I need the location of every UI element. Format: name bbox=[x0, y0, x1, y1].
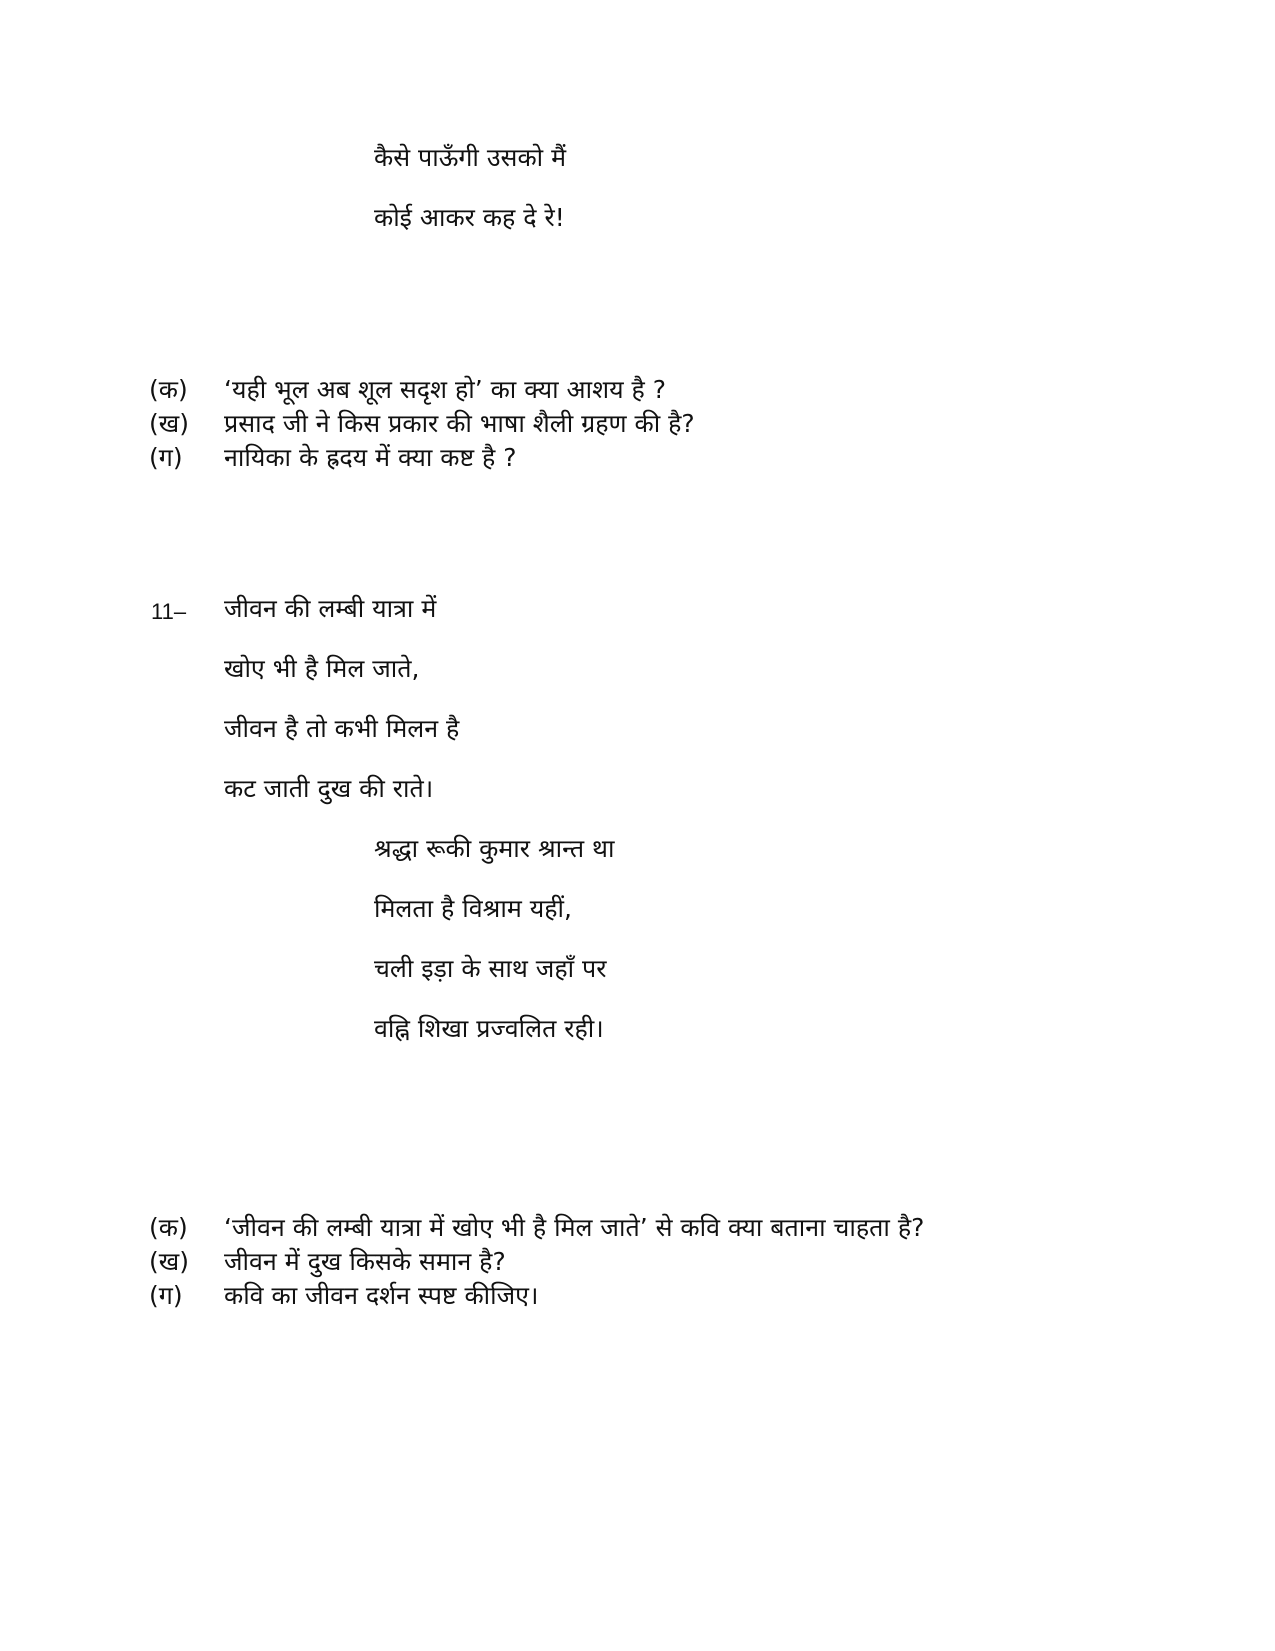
poem-line: मिलता है विश्राम यहीं, bbox=[374, 894, 572, 923]
poem-line: जीवन की लम्बी यात्रा में bbox=[224, 594, 437, 623]
question-item bbox=[149, 408, 695, 440]
question-text: कवि का जीवन दर्शन स्पष्ट कीजिए। bbox=[224, 1281, 539, 1310]
poem-line: कोई आकर कह दे रे! bbox=[374, 203, 565, 232]
question-item bbox=[149, 442, 517, 474]
poem-line: जीवन है तो कभी मिलन है bbox=[224, 714, 460, 743]
question-text: ‘जीवन की लम्बी यात्रा में खोए भी है मिल जाते’ से कवि क्या बताना चाहता है? bbox=[224, 1213, 925, 1242]
question-text: ‘यही भूल अब शूल सदृश हो’ का क्या आशय है ? bbox=[224, 375, 667, 404]
question-label: (ग) bbox=[149, 1281, 183, 1310]
question-label: (ग) bbox=[149, 443, 183, 472]
poem-line: कैसे पाऊँगी उसको मैं bbox=[374, 143, 567, 172]
question-label: (क) bbox=[149, 375, 188, 404]
poem-line: खोए भी है मिल जाते, bbox=[224, 654, 420, 683]
question-text: जीवन में दुख किसके समान है? bbox=[224, 1247, 506, 1276]
question-label: (ख) bbox=[149, 409, 189, 438]
question-label: (क) bbox=[149, 1213, 188, 1242]
question-number: 11– bbox=[151, 599, 187, 624]
question-text: नायिका के ह्रदय में क्या कष्ट है ? bbox=[224, 443, 517, 472]
poem-line: चली इड़ा के साथ जहाँ पर bbox=[374, 954, 607, 983]
question-item bbox=[149, 1212, 924, 1244]
question-item bbox=[149, 374, 666, 406]
question-label: (ख) bbox=[149, 1247, 189, 1276]
poem-line: कट जाती दुख की राते। bbox=[224, 774, 434, 803]
question-text: प्रसाद जी ने किस प्रकार की भाषा शैली ग्रहण की है? bbox=[224, 409, 695, 438]
question-item bbox=[149, 1246, 506, 1278]
poem-line: वह्नि शिखा प्रज्वलित रही। bbox=[374, 1014, 604, 1043]
question-item bbox=[149, 1280, 538, 1312]
poem-line: श्रद्धा रूकी कुमार श्रान्त था bbox=[374, 834, 615, 863]
